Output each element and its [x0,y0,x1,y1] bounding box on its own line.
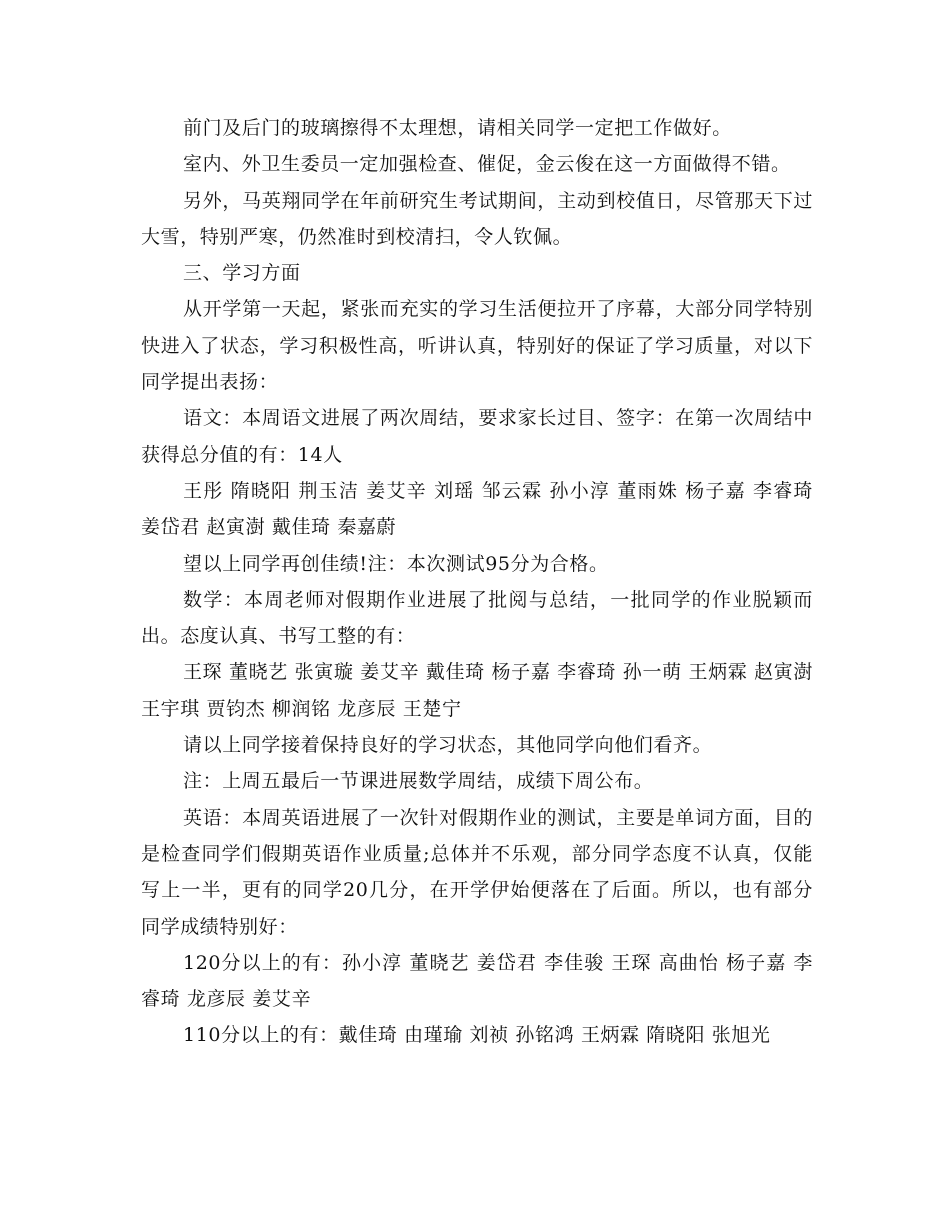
paragraph-chinese: 语文：本周语文进展了两次周结，要求家长过目、签字：在第一次周结中获得总分值的有：14人 [141,407,813,466]
name-list-english-120: 120分以上的有：孙小淳 董晓艺 姜岱君 李佳骏 王琛 高曲怡 杨子嘉 李睿琦 龙彦辰 姜艾辛 [141,951,813,1011]
paragraph-ma-yingxiang: 另外，马英翔同学在年前研究生考试期间，主动到校值日，尽管那天下过大雪，特别严寒，仍然准时到校清扫，令人钦佩。 [141,189,813,248]
paragraph-math-note: 注：上周五最后一节课进展数学周结，成绩下周公布。 [183,770,654,793]
section-heading-study: 三、学习方面 [183,262,301,285]
name-list-english-110: 110分以上的有：戴佳琦 由瑾瑜 刘祯 孙铭鸿 王炳霖 隋晓阳 张旭光 [183,1024,771,1047]
name-list-math: 王琛 董晓艺 张寅璇 姜艾辛 戴佳琦 杨子嘉 李睿琦 孙一萌 王炳霖 赵寅澍 王宇琪 贾钧杰 柳润铭 龙彦辰 王楚宁 [141,661,813,720]
name-list-chinese: 王彤 隋晓阳 荆玉洁 姜艾辛 刘瑶 邹云霖 孙小淳 董雨姝 杨子嘉 李睿琦 姜岱君 赵寅澍 戴佳琦 秦嘉蔚 [141,479,813,539]
paragraph-english: 英语：本周英语进展了一次针对假期作业的测试，主要是单词方面，目的是检查同学们假期英语作业质量;总体并不乐观，部分同学态度不认真，仅能写上一半，更有的同学20几分，在开学伊始便落在了后面。所以，也有部分同学成绩特别好： [141,806,813,938]
paragraph-chinese-note: 望以上同学再创佳绩!注：本次测试95分为合格。 [183,552,609,575]
paragraph-math-encourage: 请以上同学接着保持良好的学习状态，其他同学向他们看齐。 [183,734,713,757]
paragraph-math: 数学：本周老师对假期作业进展了批阅与总结，一批同学的作业脱颖而出。态度认真、书写工整的有： [141,588,813,648]
paragraph-window-glass: 前门及后门的玻璃擦得不太理想，请相关同学一定把工作做好。 [183,117,732,139]
document-page [141,110,813,1054]
paragraph-study-intro: 从开学第一天起，紧张而充实的学习生活便拉开了序幕，大部分同学特别快进入了状态，学习积极性高，听讲认真，特别好的保证了学习质量，对以下同学提出表扬： [141,298,813,394]
paragraph-hygiene-committee: 室内、外卫生委员一定加强检查、催促，金云俊在这一方面做得不错。 [183,153,791,176]
